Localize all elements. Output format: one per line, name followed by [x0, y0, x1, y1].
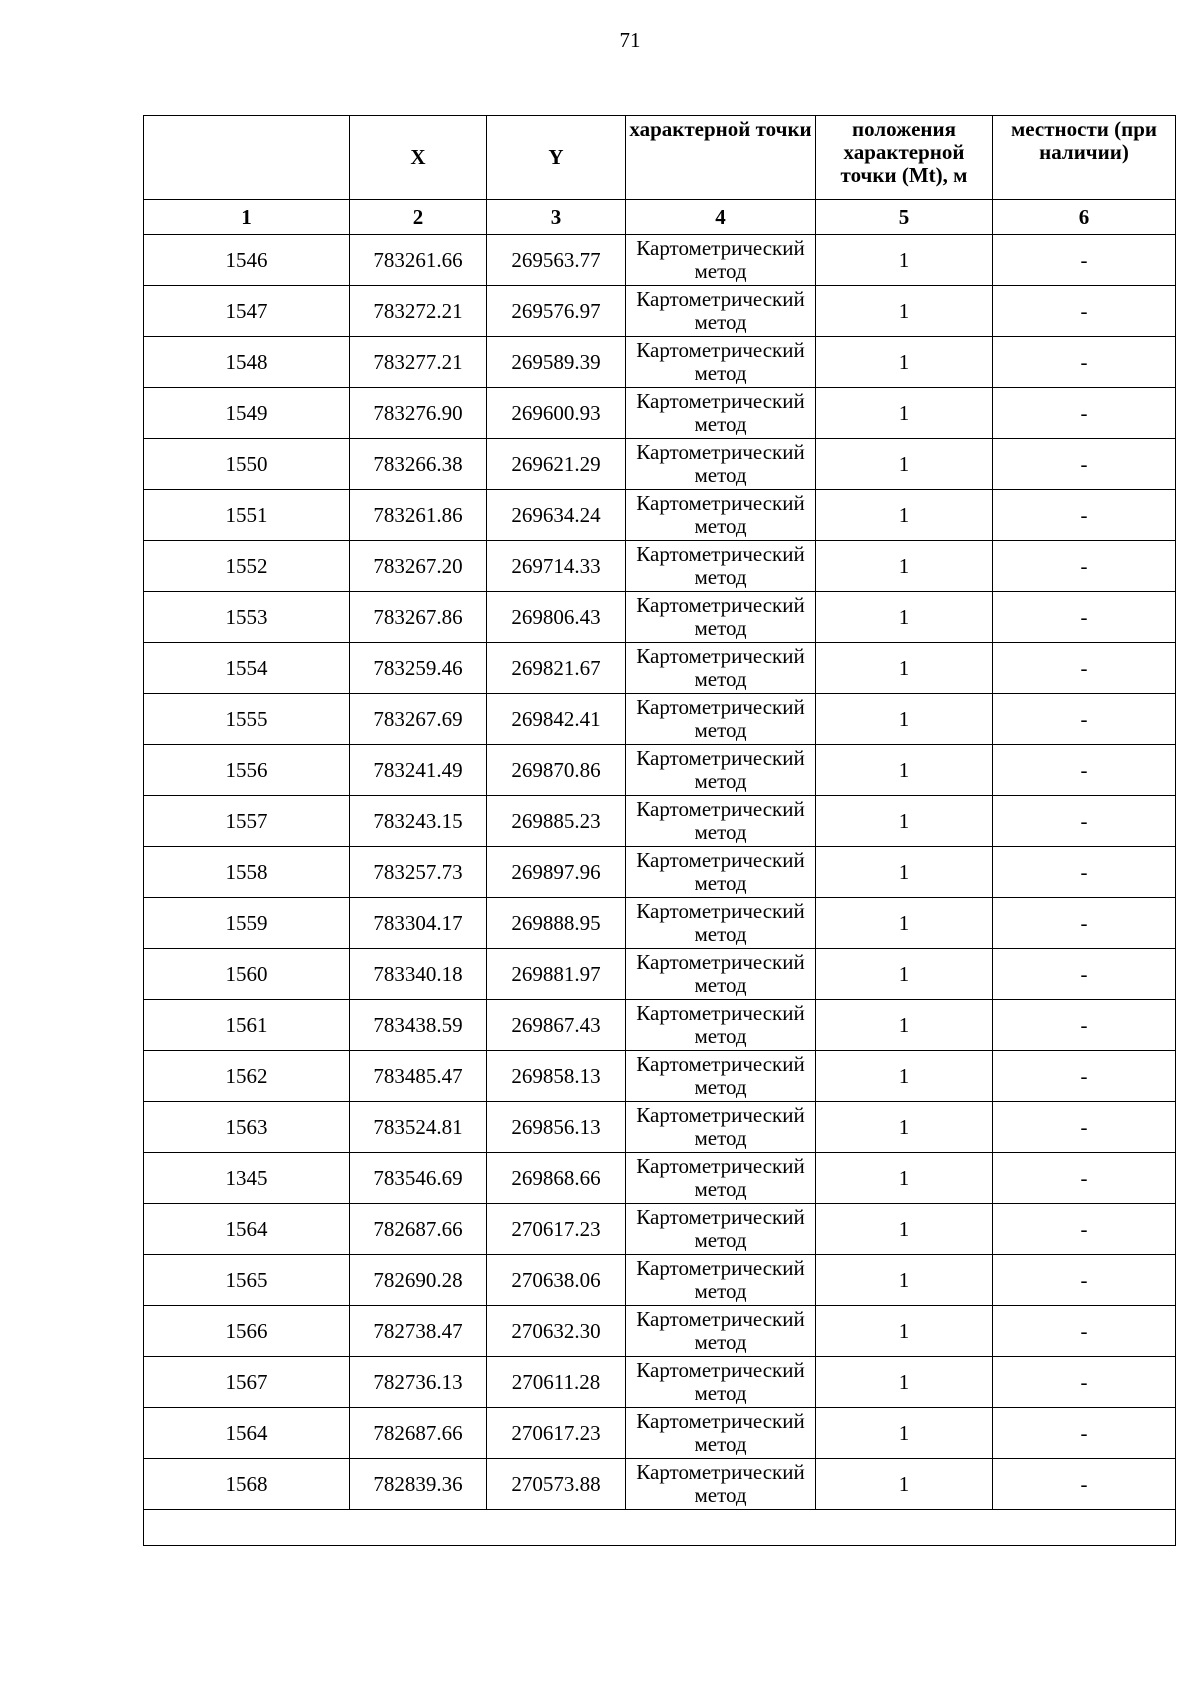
y-coordinate-cell: 270617.23: [487, 1204, 626, 1255]
table-row: [144, 745, 1176, 796]
y-coordinate-cell: 270632.30: [487, 1306, 626, 1357]
header-location: местности (при наличии): [993, 116, 1176, 200]
y-coordinate-cell: 270638.06: [487, 1255, 626, 1306]
point-number-cell: 1553: [144, 592, 350, 643]
x-coordinate-cell: 783267.20: [350, 541, 487, 592]
column-number: 2: [350, 200, 487, 235]
location-description-cell: -: [993, 898, 1176, 949]
accuracy-cell: 1: [816, 1306, 993, 1357]
table-row: [144, 949, 1176, 1000]
table-row: [144, 1408, 1176, 1459]
x-coordinate-cell: 783261.66: [350, 235, 487, 286]
x-coordinate-cell: 783438.59: [350, 1000, 487, 1051]
point-number-cell: 1566: [144, 1306, 350, 1357]
location-description-cell: -: [993, 1306, 1176, 1357]
accuracy-cell: 1: [816, 592, 993, 643]
table-row: [144, 643, 1176, 694]
y-coordinate-cell: 269806.43: [487, 592, 626, 643]
accuracy-cell: 1: [816, 439, 993, 490]
y-coordinate-cell: 269600.93: [487, 388, 626, 439]
coordinates-table: [143, 115, 1176, 1546]
method-cell: Картометрический метод: [626, 694, 816, 745]
accuracy-cell: 1: [816, 1357, 993, 1408]
method-cell: Картометрический метод: [626, 1408, 816, 1459]
point-number-cell: 1564: [144, 1204, 350, 1255]
table-row: [144, 796, 1176, 847]
x-coordinate-cell: 783267.69: [350, 694, 487, 745]
point-number-cell: 1561: [144, 1000, 350, 1051]
location-description-cell: -: [993, 1204, 1176, 1255]
method-cell: Картометрический метод: [626, 1153, 816, 1204]
table-row: [144, 1306, 1176, 1357]
y-coordinate-cell: 269897.96: [487, 847, 626, 898]
accuracy-cell: 1: [816, 490, 993, 541]
table-row: [144, 847, 1176, 898]
accuracy-cell: 1: [816, 796, 993, 847]
method-cell: Картометрический метод: [626, 235, 816, 286]
method-cell: Картометрический метод: [626, 1255, 816, 1306]
location-description-cell: -: [993, 286, 1176, 337]
method-cell: Картометрический метод: [626, 439, 816, 490]
point-number-cell: 1562: [144, 1051, 350, 1102]
y-coordinate-cell: 269821.67: [487, 643, 626, 694]
table-row: [144, 286, 1176, 337]
point-number-cell: 1551: [144, 490, 350, 541]
y-coordinate-cell: 270573.88: [487, 1459, 626, 1510]
location-description-cell: -: [993, 1102, 1176, 1153]
location-description-cell: -: [993, 1153, 1176, 1204]
column-number: 6: [993, 200, 1176, 235]
column-number-row: [144, 200, 1176, 235]
method-cell: Картометрический метод: [626, 490, 816, 541]
y-coordinate-cell: 269867.43: [487, 1000, 626, 1051]
y-coordinate-cell: 270617.23: [487, 1408, 626, 1459]
point-number-cell: 1564: [144, 1408, 350, 1459]
method-cell: Картометрический метод: [626, 796, 816, 847]
location-description-cell: -: [993, 796, 1176, 847]
table-row: [144, 898, 1176, 949]
method-cell: Картометрический метод: [626, 592, 816, 643]
y-coordinate-cell: 269881.97: [487, 949, 626, 1000]
method-cell: Картометрический метод: [626, 1000, 816, 1051]
accuracy-cell: 1: [816, 1051, 993, 1102]
point-number-cell: 1563: [144, 1102, 350, 1153]
y-coordinate-cell: 269888.95: [487, 898, 626, 949]
method-cell: Картометрический метод: [626, 1357, 816, 1408]
x-coordinate-cell: 783524.81: [350, 1102, 487, 1153]
location-description-cell: -: [993, 745, 1176, 796]
header-point-number: [144, 116, 350, 200]
table-row: [144, 694, 1176, 745]
accuracy-cell: 1: [816, 1000, 993, 1051]
table-row: [144, 337, 1176, 388]
table-row: [144, 490, 1176, 541]
method-cell: Картометрический метод: [626, 745, 816, 796]
point-number-cell: 1549: [144, 388, 350, 439]
header-accuracy: положения характерной точки (Mt), м: [816, 116, 993, 200]
y-coordinate-cell: 270611.28: [487, 1357, 626, 1408]
point-number-cell: 1552: [144, 541, 350, 592]
point-number-cell: 1558: [144, 847, 350, 898]
accuracy-cell: 1: [816, 1459, 993, 1510]
x-coordinate-cell: 783485.47: [350, 1051, 487, 1102]
x-coordinate-cell: 782690.28: [350, 1255, 487, 1306]
accuracy-cell: 1: [816, 643, 993, 694]
y-coordinate-cell: 269589.39: [487, 337, 626, 388]
method-cell: Картометрический метод: [626, 337, 816, 388]
header-x: X: [350, 116, 487, 200]
x-coordinate-cell: 783257.73: [350, 847, 487, 898]
table-row: [144, 1255, 1176, 1306]
column-number: 5: [816, 200, 993, 235]
table-row: [144, 541, 1176, 592]
point-number-cell: 1568: [144, 1459, 350, 1510]
x-coordinate-cell: 783546.69: [350, 1153, 487, 1204]
accuracy-cell: 1: [816, 949, 993, 1000]
location-description-cell: -: [993, 643, 1176, 694]
location-description-cell: -: [993, 388, 1176, 439]
page-number: 71: [619, 28, 641, 52]
x-coordinate-cell: 783266.38: [350, 439, 487, 490]
table-row: [144, 1459, 1176, 1510]
location-description-cell: -: [993, 1459, 1176, 1510]
accuracy-cell: 1: [816, 1204, 993, 1255]
location-description-cell: -: [993, 949, 1176, 1000]
accuracy-cell: 1: [816, 1255, 993, 1306]
point-number-cell: 1550: [144, 439, 350, 490]
accuracy-cell: 1: [816, 694, 993, 745]
location-description-cell: -: [993, 592, 1176, 643]
table-row: [144, 1000, 1176, 1051]
y-coordinate-cell: 269563.77: [487, 235, 626, 286]
table-row: [144, 1051, 1176, 1102]
table-row: [144, 1357, 1176, 1408]
point-number-cell: 1548: [144, 337, 350, 388]
x-coordinate-cell: 782839.36: [350, 1459, 487, 1510]
accuracy-cell: 1: [816, 541, 993, 592]
location-description-cell: -: [993, 1408, 1176, 1459]
method-cell: Картометрический метод: [626, 1051, 816, 1102]
x-coordinate-cell: 783276.90: [350, 388, 487, 439]
empty-footer-cell: [144, 1510, 1176, 1546]
location-description-cell: -: [993, 1255, 1176, 1306]
method-cell: Картометрический метод: [626, 1204, 816, 1255]
y-coordinate-cell: 269858.13: [487, 1051, 626, 1102]
header-method: характерной точки: [626, 116, 816, 200]
accuracy-cell: 1: [816, 898, 993, 949]
y-coordinate-cell: 269868.66: [487, 1153, 626, 1204]
x-coordinate-cell: 783267.86: [350, 592, 487, 643]
accuracy-cell: 1: [816, 337, 993, 388]
table-header-row: [144, 116, 1176, 200]
x-coordinate-cell: 783272.21: [350, 286, 487, 337]
x-coordinate-cell: 783340.18: [350, 949, 487, 1000]
table-row: [144, 592, 1176, 643]
location-description-cell: -: [993, 1357, 1176, 1408]
accuracy-cell: 1: [816, 1102, 993, 1153]
x-coordinate-cell: 782687.66: [350, 1408, 487, 1459]
accuracy-cell: 1: [816, 745, 993, 796]
point-number-cell: 1567: [144, 1357, 350, 1408]
table-row: [144, 388, 1176, 439]
x-coordinate-cell: 782738.47: [350, 1306, 487, 1357]
method-cell: Картометрический метод: [626, 847, 816, 898]
point-number-cell: 1556: [144, 745, 350, 796]
table-row: [144, 1102, 1176, 1153]
table-row: [144, 1204, 1176, 1255]
location-description-cell: -: [993, 490, 1176, 541]
accuracy-cell: 1: [816, 1408, 993, 1459]
x-coordinate-cell: 783304.17: [350, 898, 487, 949]
point-number-cell: 1565: [144, 1255, 350, 1306]
y-coordinate-cell: 269870.86: [487, 745, 626, 796]
location-description-cell: -: [993, 847, 1176, 898]
x-coordinate-cell: 782736.13: [350, 1357, 487, 1408]
point-number-cell: 1557: [144, 796, 350, 847]
column-number: 1: [144, 200, 350, 235]
header-y: Y: [487, 116, 626, 200]
location-description-cell: -: [993, 439, 1176, 490]
accuracy-cell: 1: [816, 1153, 993, 1204]
x-coordinate-cell: 783241.49: [350, 745, 487, 796]
table-row: [144, 439, 1176, 490]
y-coordinate-cell: 269714.33: [487, 541, 626, 592]
method-cell: Картометрический метод: [626, 949, 816, 1000]
method-cell: Картометрический метод: [626, 898, 816, 949]
x-coordinate-cell: 782687.66: [350, 1204, 487, 1255]
location-description-cell: -: [993, 1051, 1176, 1102]
location-description-cell: -: [993, 337, 1176, 388]
accuracy-cell: 1: [816, 388, 993, 439]
method-cell: Картометрический метод: [626, 1459, 816, 1510]
x-coordinate-cell: 783277.21: [350, 337, 487, 388]
location-description-cell: -: [993, 541, 1176, 592]
accuracy-cell: 1: [816, 235, 993, 286]
accuracy-cell: 1: [816, 286, 993, 337]
method-cell: Картометрический метод: [626, 643, 816, 694]
method-cell: Картометрический метод: [626, 1102, 816, 1153]
method-cell: Картометрический метод: [626, 388, 816, 439]
point-number-cell: 1554: [144, 643, 350, 694]
location-description-cell: -: [993, 235, 1176, 286]
accuracy-cell: 1: [816, 847, 993, 898]
point-number-cell: 1560: [144, 949, 350, 1000]
location-description-cell: -: [993, 1000, 1176, 1051]
x-coordinate-cell: 783259.46: [350, 643, 487, 694]
y-coordinate-cell: 269634.24: [487, 490, 626, 541]
y-coordinate-cell: 269621.29: [487, 439, 626, 490]
point-number-cell: 1546: [144, 235, 350, 286]
x-coordinate-cell: 783243.15: [350, 796, 487, 847]
point-number-cell: 1555: [144, 694, 350, 745]
point-number-cell: 1547: [144, 286, 350, 337]
method-cell: Картометрический метод: [626, 541, 816, 592]
location-description-cell: -: [993, 694, 1176, 745]
method-cell: Картометрический метод: [626, 286, 816, 337]
column-number: 4: [626, 200, 816, 235]
point-number-cell: 1345: [144, 1153, 350, 1204]
y-coordinate-cell: 269576.97: [487, 286, 626, 337]
table-body: [144, 235, 1176, 1510]
y-coordinate-cell: 269885.23: [487, 796, 626, 847]
point-number-cell: 1559: [144, 898, 350, 949]
table-row: [144, 235, 1176, 286]
method-cell: Картометрический метод: [626, 1306, 816, 1357]
x-coordinate-cell: 783261.86: [350, 490, 487, 541]
y-coordinate-cell: 269842.41: [487, 694, 626, 745]
y-coordinate-cell: 269856.13: [487, 1102, 626, 1153]
table-row: [144, 1153, 1176, 1204]
column-number: 3: [487, 200, 626, 235]
table-footer-row: [144, 1510, 1176, 1546]
